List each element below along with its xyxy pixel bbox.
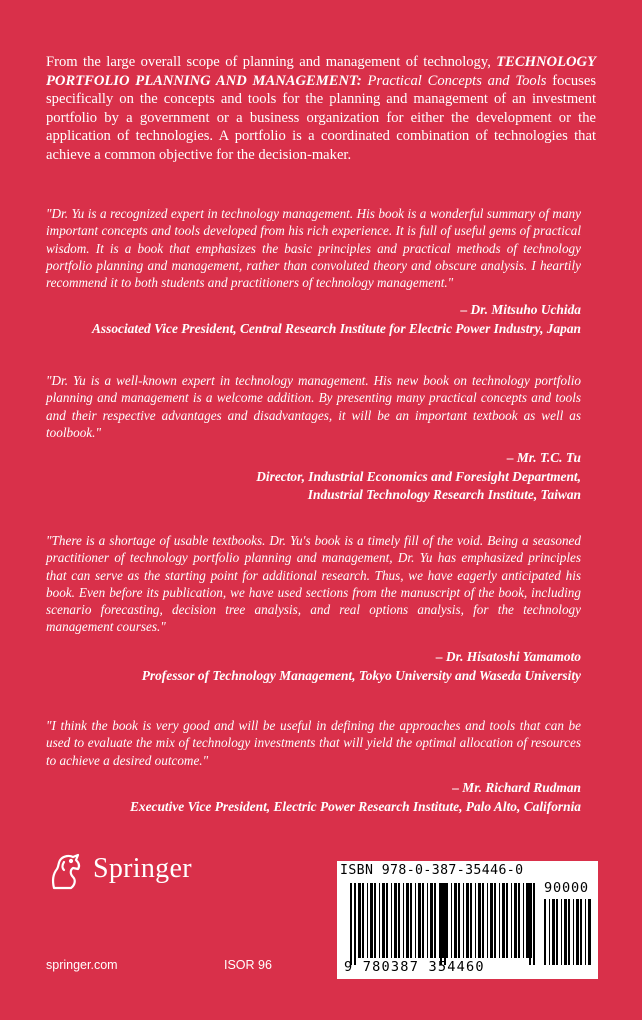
testimonial-attribution (46, 301, 581, 338)
attribution-name: – Dr. Mitsuho Uchida (460, 302, 581, 317)
isor-code: ISOR 96 (224, 958, 272, 972)
barcode-bar (430, 883, 433, 958)
barcode-bar (367, 883, 368, 958)
price-code: 90000 (544, 880, 589, 896)
intro-rest: focuses specifically on the concepts and tools for the planning and management of an investment portfolio by a government or a business organization for either the development or the application of technologies. A portfolio is a coordinated combination of technologies that achieve a common objective for the decision-maker. (46, 72, 596, 163)
barcode-bar (580, 899, 582, 965)
barcode-bar (406, 883, 409, 958)
barcode-bar (544, 899, 546, 965)
barcode-bar (358, 883, 361, 958)
barcode-bar (439, 883, 440, 958)
book-subtitle: Practical Concepts and Tools (361, 72, 547, 89)
barcode-bar (454, 883, 457, 958)
attribution-name: – Dr. Hisatoshi Yamamoto (435, 649, 581, 664)
barcode-bar (391, 883, 392, 958)
barcode-bar (490, 883, 493, 958)
barcode-bar (588, 899, 591, 965)
barcode-guard-bar (440, 883, 442, 965)
barcode-guard-bar (350, 883, 352, 965)
barcode-bar (502, 883, 505, 958)
barcode-bar (394, 883, 397, 958)
intro-paragraph (46, 53, 596, 165)
attribution-title: Executive Vice President, Electric Power Research Institute, Palo Alto, California (129, 798, 581, 814)
barcode-bar (422, 883, 424, 958)
springer-wordmark: Springer (93, 853, 192, 884)
barcode-bar (382, 883, 385, 958)
testimonial-attribution (46, 648, 581, 685)
barcode-bar (451, 883, 452, 958)
barcode-guard-bar (529, 883, 531, 965)
attribution-name: – Mr. Richard Rudman (452, 780, 581, 795)
attribution-title: Associated Vice President, Central Research Institute for Electric Power Industry, Japan (91, 320, 581, 336)
testimonial-quote: "Dr. Yu is a well-known expert in technology management. His new book on technology portfolio planning and management is a welcome addition. By presenting many practical concepts and tools and their respective advantages and disadvantages, it will be an important textbook as well as toolbook." (46, 373, 581, 440)
barcode-bar (576, 899, 579, 965)
barcode-bar (463, 883, 464, 958)
barcode-bar (568, 899, 570, 965)
testimonial-quote: "There is a shortage of usable textbooks. Dr. Yu's book is a timely fill of the void. Being a seasoned practitioner of technology portfolio planning and management, Dr. Yu has emphasized principles that can serve as the starting point for additional research. Thus, we have eagerly anticipated his book. Even before its publication, we have used sections from the manuscript of the book, including scenario forecasting, decision tree analysis, and real options analysis, for the technology management courses." (46, 533, 581, 635)
barcode-bar (552, 899, 555, 965)
barcode-bar (370, 883, 373, 958)
barcode-bar (415, 883, 416, 958)
intro-lead: From the large overall scope of planning and management of technology, (46, 54, 497, 70)
testimonial-quote: "Dr. Yu is a recognized expert in technology management. His book is a wonderful summary of many important concepts and tools developed from his rich experience. It is full of useful gems of practical wisdom. It is a book that emphasizes the basic principles and practical methods of technology portfolio planning and management, rather than convoluted theory and obscure analysis. I heartily recommend it to both students and practitioners of technology management." (46, 206, 581, 291)
barcode-bar (511, 883, 512, 958)
barcode-bar (556, 899, 558, 965)
springer-logo (44, 850, 244, 894)
publisher-url[interactable]: springer.com (46, 958, 118, 972)
barcode-bar (386, 883, 388, 958)
barcode-guard-bar (444, 883, 446, 965)
isbn-label: ISBN 978-0-387-35446-0 (340, 863, 524, 878)
testimonial-attribution (46, 779, 581, 816)
attribution-title: Director, Industrial Economics and Foresight Department, (256, 468, 581, 484)
springer-horse-icon (44, 850, 88, 894)
barcode-bar (410, 883, 412, 958)
attribution-title: Professor of Technology Management, Tokyo University and Waseda University (141, 667, 581, 683)
attribution-name: – Mr. T.C. Tu (506, 450, 581, 465)
barcode-bar (403, 883, 404, 958)
barcode-bar (564, 899, 567, 965)
barcode-bar (379, 883, 380, 958)
barcode-bar (585, 899, 586, 965)
barcode-bar (398, 883, 400, 958)
testimonial-quote: "I think the book is very good and will be useful in defining the approaches and tools that can be used to evaluate the mix of technology investments that will yield the optimal allocation of resources to achieve a desired outcome." (46, 718, 581, 768)
barcode-guard-bar (533, 883, 535, 965)
barcode-bar (523, 883, 524, 958)
barcode-bar (561, 899, 562, 965)
barcode-digits: 9 780387 354460 (344, 959, 485, 975)
barcode-bar (478, 883, 481, 958)
barcode-bar (518, 883, 520, 958)
barcode-bar (526, 883, 529, 958)
book-title: TECHNOLOGY PORTFOLIO PLANNING AND MANAGEMENT: (46, 54, 596, 89)
barcode-bar (434, 883, 436, 958)
attribution-org: Industrial Technology Research Institute, Taiwan (307, 487, 581, 503)
barcode-bar (458, 883, 460, 958)
barcode-bar (362, 883, 364, 958)
barcode-bar (487, 883, 488, 958)
barcode-bar (374, 883, 376, 958)
barcode-bar (418, 883, 421, 958)
testimonial-attribution (46, 449, 581, 505)
barcode-bar (475, 883, 476, 958)
isbn-barcode (337, 861, 598, 979)
barcode-bar (427, 883, 428, 958)
barcode-bar (446, 883, 448, 958)
barcode-bar (494, 883, 496, 958)
barcode-bar (470, 883, 472, 958)
barcode-guard-bar (354, 883, 356, 965)
barcode-bar (514, 883, 517, 958)
barcode-bar (466, 883, 469, 958)
barcode-bar (573, 899, 574, 965)
barcode-bar (506, 883, 508, 958)
barcode-bar (482, 883, 484, 958)
barcode-bar (549, 899, 550, 965)
barcode-bar (499, 883, 500, 958)
